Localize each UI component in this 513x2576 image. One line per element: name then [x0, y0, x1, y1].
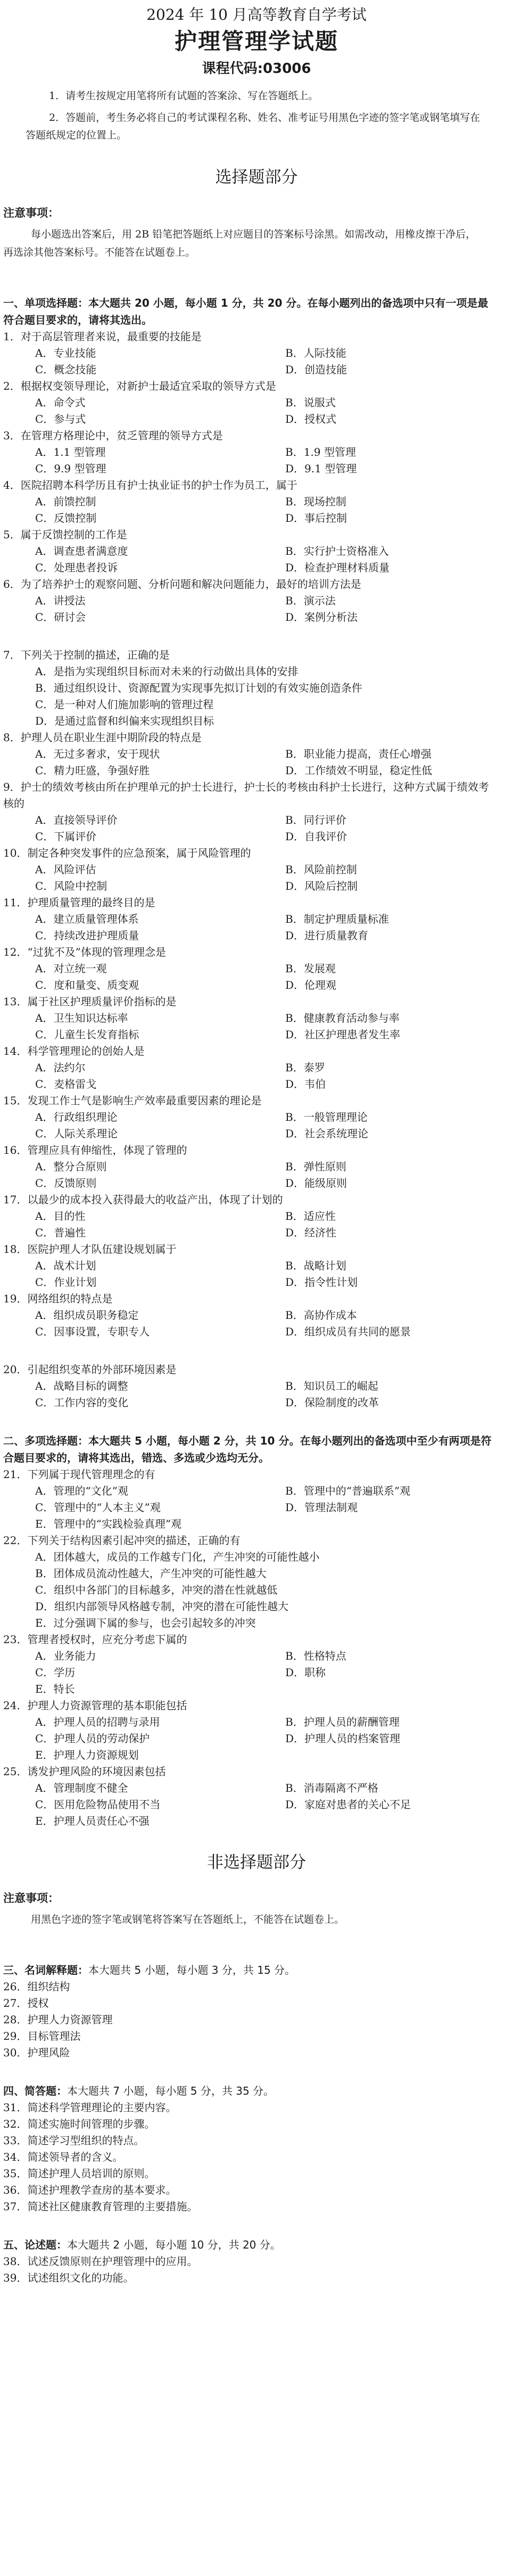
question — [0, 895, 513, 944]
choice-section-title: 选择题部分 — [215, 168, 298, 187]
question-stem: 35．简述护理人员培训的原则。 — [3, 2167, 155, 2180]
option: A．法约尔 — [35, 1061, 86, 1074]
choice-note-heading: 注意事项： — [3, 207, 59, 219]
option: A．目的性 — [35, 1210, 86, 1223]
exam-year-line: 2024 年 10 月高等教育自学考试 — [146, 6, 367, 23]
question — [0, 1291, 513, 1340]
option-grid — [3, 1307, 492, 1340]
option: D．自我评价 — [285, 830, 347, 843]
question-stem: 8．护理人员在职业生涯中期阶段的特点是 — [3, 731, 202, 744]
option: B．战略计划 — [285, 1259, 346, 1272]
option-grid — [3, 1378, 492, 1411]
question-stem: 17．以最少的成本投入获得最大的收益产出，体现了计划的 — [3, 1193, 283, 1206]
question-stem: 16．管理应具有伸缩性，体现了管理的 — [3, 1144, 187, 1156]
option: E．过分强调下属的参与，也会引起较多的冲突 — [35, 1617, 256, 1629]
question — [0, 1241, 513, 1291]
option: B．适应性 — [285, 1210, 336, 1223]
question-stem: 28．护理人力资源管理 — [3, 2013, 113, 2026]
question-stem: 36．简述护理教学查房的基本要求。 — [3, 2184, 177, 2196]
question — [0, 2116, 513, 2132]
option: A．1.1 型管理 — [35, 446, 106, 458]
question — [0, 1697, 513, 1763]
option: C．精力旺盛，争强好胜 — [35, 764, 150, 777]
question-stem: 22．下列关于结构因素引起冲突的描述，正确的有 — [3, 1534, 241, 1547]
question-stem: 14．科学管理理论的创始人是 — [3, 1045, 145, 1057]
part2-questions — [0, 1466, 513, 1830]
question-stem: 13．属于社区护理质量评价指标的是 — [3, 995, 177, 1008]
question-stem: 2．根据权变领导理论，对新护士最适宜采取的领导方式是 — [3, 380, 276, 392]
option: B．演示法 — [285, 594, 336, 607]
question — [0, 1763, 513, 1830]
question-stem: 34．简述领导者的含义。 — [3, 2151, 123, 2163]
option: B．风险前控制 — [285, 863, 357, 876]
option: A．直接领导评价 — [35, 814, 118, 826]
part3-heading-bold: 三、名词解释题： — [3, 1964, 88, 1976]
option: B．1.9 型管理 — [285, 446, 356, 458]
option: B．人际技能 — [285, 347, 346, 359]
choice-note-body: 每小题选出答案后，用 2B 铅笔把答题纸上对应题目的答案标号涂黑。如需改动，用橡皮擦干净后，再选涂其他答案标号。不能答在试题卷上。 — [3, 228, 476, 258]
option: A．组织成员职务稳定 — [35, 1309, 139, 1322]
option: D．伦理观 — [285, 979, 337, 991]
option-grid — [3, 1258, 492, 1291]
question-stem: 27．授权 — [3, 1997, 49, 2009]
question — [0, 2028, 513, 2045]
part1-questions — [0, 329, 513, 1411]
option: B．发展观 — [285, 962, 336, 975]
option-grid — [3, 1060, 492, 1093]
option: D．9.1 型管理 — [285, 462, 357, 475]
course-code: 课程代码:03006 — [202, 61, 311, 77]
option: E．特长 — [35, 1683, 75, 1695]
option: B．通过组织设计、资源配置为实现事先拟订计划的有效实施创造条件 — [35, 682, 362, 694]
option-grid — [3, 1010, 492, 1043]
option: B．性格特点 — [285, 1650, 346, 1662]
option: B．实行护士资格准入 — [285, 545, 389, 557]
question-stem: 9．护士的绩效考核由所在护理单元的护士长进行，护士长的考核由科护士长进行，这种方式属于绩效考核的 — [3, 781, 489, 810]
question — [0, 994, 513, 1043]
question — [0, 2045, 513, 2061]
option-grid — [3, 593, 492, 626]
option: E．管理中的“实践检验真理”观 — [35, 1517, 182, 1530]
option-grid — [3, 862, 492, 895]
question-stem: 6．为了培养护士的观察问题、分析问题和解决问题能力，最好的培训方法是 — [3, 578, 361, 590]
question-stem: 15．发现工作士气是影响生产效率最重要因素的理论是 — [3, 1094, 262, 1107]
option: C．下属评价 — [35, 830, 97, 843]
option: D．组织成员有共同的愿景 — [285, 1325, 411, 1338]
option: A．讲授法 — [35, 594, 86, 607]
option: C．反馈原则 — [35, 1177, 97, 1189]
question-stem: 19．网络组织的特点是 — [3, 1292, 113, 1305]
exam-notices — [0, 80, 513, 144]
option: B．消毒隔离不严格 — [285, 1782, 378, 1794]
question-stem: 4．医院招聘本科学历且有护士执业证书的护士作为员工，属于 — [3, 479, 297, 491]
option: A．无过多奢求，安于现状 — [35, 748, 160, 760]
option: D．组织内部领导风格越专制，冲突的潜在可能性越大 — [35, 1600, 289, 1613]
option: D．指令性计划 — [285, 1276, 358, 1289]
option: B．现场控制 — [285, 495, 346, 508]
option: D．韦伯 — [285, 1078, 326, 1090]
question — [0, 1361, 513, 1411]
option: A．是指为实现组织目标而对未来的行动做出具体的安排 — [35, 665, 299, 678]
option: D．社区护理患者发生率 — [285, 1028, 401, 1041]
part5-heading-rest: 本大题共 2 小题，每小题 10 分，共 20 分。 — [67, 2238, 281, 2251]
nonchoice-note-body: 用黑色字迹的签字笔或钢笔将答案写在答题纸上，不能答在试题卷上。 — [31, 1914, 345, 1925]
question-stem: 5．属于反馈控制的工作是 — [3, 528, 127, 541]
option: B．高协作成本 — [285, 1309, 357, 1322]
option-grid — [3, 812, 492, 845]
option: C．人际关系理论 — [35, 1127, 118, 1140]
question — [0, 944, 513, 994]
question-stem: 33．简述学习型组织的特点。 — [3, 2134, 145, 2147]
question-stem: 12．“过犹不及”体现的管理理念是 — [3, 946, 166, 958]
option-grid — [3, 345, 492, 378]
part5-heading — [0, 2236, 513, 2253]
option: D．家庭对患者的关心不足 — [285, 1798, 411, 1811]
question-stem: 29．目标管理法 — [3, 2030, 81, 2042]
part3-heading-rest: 本大题共 5 小题，每小题 3 分，共 15 分。 — [88, 1964, 296, 1976]
option: D．事后控制 — [285, 512, 347, 524]
question — [0, 2132, 513, 2149]
question — [0, 779, 513, 845]
option-grid — [3, 1780, 492, 1813]
part4-heading-rest: 本大题共 7 小题，每小题 5 分，共 35 分。 — [67, 2085, 275, 2097]
option: D．是通过监督和纠偏来实现组织目标 — [35, 715, 214, 727]
question-stem: 38．试述反馈原则在护理管理中的应用。 — [3, 2255, 198, 2268]
part2-heading — [0, 1432, 513, 1466]
option: B．制定护理质量标准 — [285, 913, 389, 925]
option: C．作业计划 — [35, 1276, 97, 1289]
option: D．检查护理材料质量 — [285, 561, 390, 574]
question — [0, 2270, 513, 2286]
option: C．普遍性 — [35, 1226, 86, 1239]
option: D．授权式 — [285, 413, 337, 425]
option-grid — [3, 1159, 492, 1192]
question-stem: 1．对于高层管理者来说，最重要的技能是 — [3, 330, 202, 343]
option: C．风险中控制 — [35, 880, 107, 892]
part1-heading — [0, 294, 513, 329]
option: D．护理人员的档案管理 — [285, 1732, 401, 1745]
question-stem: 7．下列关于控制的描述，正确的是 — [3, 649, 170, 661]
part4-heading-bold: 四、简答题： — [3, 2085, 67, 2097]
option: C．儿童生长发育指标 — [35, 1028, 139, 1041]
option: A．战术计划 — [35, 1259, 96, 1272]
question — [0, 1979, 513, 1995]
nonchoice-note-heading: 注意事项： — [3, 1892, 59, 1905]
question-stem: 24．护理人力资源管理的基本职能包括 — [3, 1699, 187, 1712]
option: B．知识员工的崛起 — [285, 1380, 378, 1392]
question-stem: 21．下列属于现代管理理念的有 — [3, 1468, 155, 1481]
option: A．建立质量管理体系 — [35, 913, 139, 925]
option: A．行政组织理论 — [35, 1111, 118, 1123]
question-stem: 18．医院护理人才队伍建设规划属于 — [3, 1243, 177, 1256]
question-stem: 20．引起组织变革的外部环境因素是 — [3, 1363, 177, 1376]
option: C．处理患者投诉 — [35, 561, 118, 574]
question — [0, 2149, 513, 2165]
part4-heading — [0, 2082, 513, 2099]
question — [0, 1192, 513, 1241]
option: C．管理中的“人本主义”观 — [35, 1501, 161, 1514]
option: C．参与式 — [35, 413, 86, 425]
question-stem: 11．护理质量管理的最终目的是 — [3, 896, 155, 909]
question-stem: 23．管理者授权时，应充分考虑下属的 — [3, 1633, 187, 1646]
option: B．护理人员的薪酬管理 — [285, 1716, 400, 1728]
part4-questions — [0, 2099, 513, 2215]
option-grid — [3, 494, 492, 527]
option: A．风险评估 — [35, 863, 96, 876]
option-grid — [3, 1648, 492, 1681]
question — [0, 477, 513, 527]
option: A．团体越大，成员的工作越专门化，产生冲突的可能性越小 — [35, 1550, 320, 1563]
option: B．说服式 — [285, 396, 336, 409]
exam-title: 护理管理学试题 — [174, 28, 338, 54]
option: B．泰罗 — [285, 1061, 325, 1074]
option: B．职业能力提高，责任心增强 — [285, 748, 432, 760]
option-grid — [3, 961, 492, 994]
question-stem: 31．简述科学管理理论的主要内容。 — [3, 2101, 177, 2114]
question — [0, 729, 513, 779]
option: D．能级原则 — [285, 1177, 347, 1189]
question-stem: 30．护理风险 — [3, 2046, 70, 2059]
question — [0, 1093, 513, 1142]
question-stem: 26．组织结构 — [3, 1980, 70, 1993]
part1-heading-text: 一、单项选择题：本大题共 20 小题，每小题 1 分，共 20 分。在每小题列出的备选项中只有一项是最符合题目要求的，请将其选出。 — [3, 297, 489, 326]
question — [0, 2182, 513, 2198]
question — [0, 378, 513, 428]
option: B．健康教育活动参与率 — [285, 1012, 400, 1024]
question — [0, 1142, 513, 1192]
option: D．风险后控制 — [285, 880, 358, 892]
option: B．弹性原则 — [285, 1160, 346, 1173]
option: D．案例分析法 — [285, 611, 358, 624]
option: B．一般管理理论 — [285, 1111, 368, 1123]
option: C．反馈控制 — [35, 512, 97, 524]
option: D．管理法制观 — [285, 1501, 358, 1514]
option-grid — [3, 1109, 492, 1142]
option: C．9.9 型管理 — [35, 462, 106, 475]
notice-item: 1．请考生按规定用笔将所有试题的答案涂、写在答题纸上。 — [49, 90, 319, 102]
question — [0, 1043, 513, 1093]
option: A．专业技能 — [35, 347, 96, 359]
question-stem: 39．试述组织文化的功能。 — [3, 2271, 134, 2284]
option: C．麦格雷戈 — [35, 1078, 97, 1090]
question — [0, 1532, 513, 1631]
spacer — [0, 1340, 513, 1361]
part3-heading — [0, 1962, 513, 1979]
option: D．职称 — [285, 1666, 326, 1679]
option: C．是一种对人们施加影响的管理过程 — [35, 698, 214, 711]
option: A．业务能力 — [35, 1650, 96, 1662]
question — [0, 2253, 513, 2270]
option: A．命令式 — [35, 396, 86, 409]
question-stem: 25．诱发护理风险的环境因素包括 — [3, 1765, 166, 1778]
option: B．管理中的“普遍联系”观 — [285, 1484, 411, 1497]
option: C．护理人员的劳动保护 — [35, 1732, 150, 1745]
question-stem: 10．制定各种突发事件的应急预案，属于风险管理的 — [3, 847, 251, 859]
question — [0, 2165, 513, 2182]
notice-item: 2．答题前，考生务必将自己的考试课程名称、姓名、准考证号用黑色字迹的签字笔或钢笔填写在答题纸规定的位置上。 — [26, 112, 481, 141]
option: D．保险制度的改革 — [285, 1396, 379, 1409]
option: D．创造技能 — [285, 363, 347, 376]
question-stem: 32．简述实施时间管理的步骤。 — [3, 2118, 155, 2130]
question — [0, 1995, 513, 2012]
option: D．社会系统理论 — [285, 1127, 369, 1140]
option-grid — [3, 911, 492, 944]
question — [0, 845, 513, 895]
option: A．战略目标的调整 — [35, 1380, 128, 1392]
part5-questions — [0, 2253, 513, 2286]
option: C．研讨会 — [35, 611, 86, 624]
option: D．经济性 — [285, 1226, 337, 1239]
nonchoice-section-title: 非选择题部分 — [207, 1853, 306, 1872]
option-grid — [3, 1714, 492, 1747]
option-grid — [3, 395, 492, 428]
question — [0, 1631, 513, 1697]
option: A．对立统一观 — [35, 962, 107, 975]
question — [0, 1466, 513, 1532]
option: C．度和量变、质变观 — [35, 979, 139, 991]
option: B．团体成员流动性越大，产生冲突的可能性越大 — [35, 1567, 267, 1580]
option: A．整分合原则 — [35, 1160, 107, 1173]
option: B．同行评价 — [285, 814, 346, 826]
option: C．持续改进护理质量 — [35, 929, 139, 942]
option: C．工作内容的变化 — [35, 1396, 129, 1409]
option-grid — [3, 543, 492, 576]
question — [0, 428, 513, 477]
part3-questions — [0, 1979, 513, 2061]
question — [0, 2012, 513, 2028]
option: A．管理的“文化”观 — [35, 1484, 128, 1497]
part5-heading-bold: 五、论述题： — [3, 2238, 67, 2251]
option: A．前馈控制 — [35, 495, 96, 508]
question — [0, 647, 513, 729]
option: C．学历 — [35, 1666, 76, 1679]
option-grid — [3, 444, 492, 477]
option: C．医用危险物品使用不当 — [35, 1798, 161, 1811]
option: A．护理人员的招聘与录用 — [35, 1716, 160, 1728]
option: A．卫生知识达标率 — [35, 1012, 128, 1024]
question — [0, 527, 513, 576]
question-stem: 37．简述社区健康教育管理的主要措施。 — [3, 2200, 198, 2213]
option: C．因事设置，专职专人 — [35, 1325, 150, 1338]
question — [0, 329, 513, 378]
question-stem: 3．在管理方格理论中，贫乏管理的领导方式是 — [3, 429, 223, 442]
option: D．进行质量教育 — [285, 929, 369, 942]
question — [0, 2099, 513, 2116]
option-grid — [3, 1208, 492, 1241]
option: A．管理制度不健全 — [35, 1782, 128, 1794]
option: D．工作绩效不明显，稳定性低 — [285, 764, 433, 777]
option-grid — [3, 746, 492, 779]
spacer — [0, 626, 513, 647]
option: E．护理人力资源规划 — [35, 1749, 139, 1761]
part2-heading-text: 二、多项选择题：本大题共 5 小题，每小题 2 分，共 10 分。在每小题列出的备选项中至少有两项是符合题目要求的，请将其选出，错选、多选或少选均无分。 — [3, 1434, 492, 1464]
option-grid — [3, 1483, 492, 1516]
option: E．护理人员责任心不强 — [35, 1815, 150, 1827]
question — [0, 576, 513, 626]
option: A．调查患者满意度 — [35, 545, 128, 557]
option: C．组织中各部门的目标越多，冲突的潜在性就越低 — [35, 1584, 278, 1596]
question — [0, 2198, 513, 2215]
option: C．概念技能 — [35, 363, 97, 376]
